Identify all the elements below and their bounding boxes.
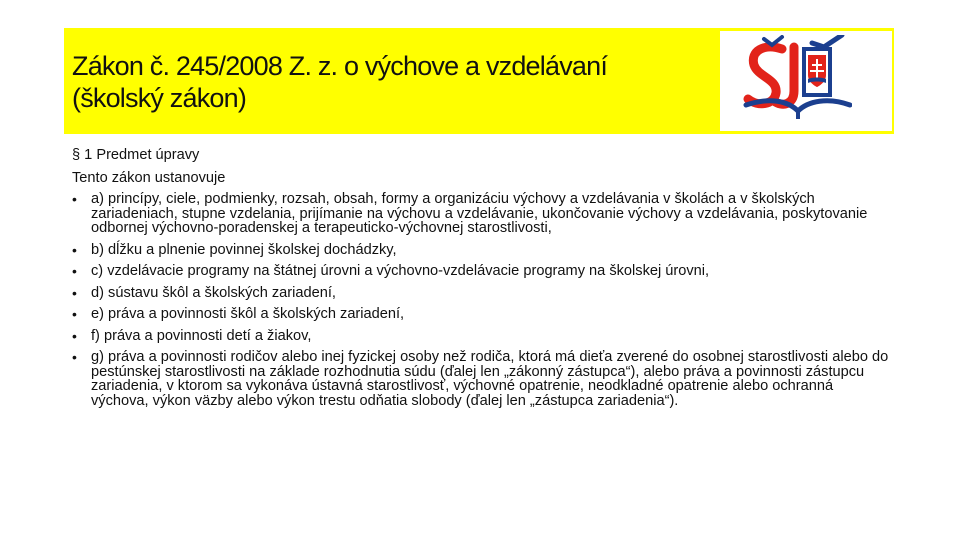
slide-title-line-1: Zákon č. 245/2008 Z. z. o výchove a vzdelávaní <box>72 51 608 81</box>
sji-logo-icon <box>742 35 852 127</box>
slide-title <box>72 50 712 114</box>
list-item: • g) práva a povinnosti rodičov alebo inej fyzickej osoby než rodiča, ktorá má dieťa zverené do osobnej starostlivosti alebo do pestúnskej starostlivosti na základe rozhodnutia súdu (ďalej len „zákonný zástupca“), alebo práva a povinnosti zástupcu zariadenia, v ktorom sa vykonáva ústavná starostlivosť, výchovné opatrenie, neodkladné opatrenie alebo ochranná výchova, výkon väzby alebo výkon trestu odňatia slobody (ďalej len „zástupca zariadenia“). <box>72 350 892 408</box>
list-item: • e) práva a povinnosti škôl a školských zariadení, <box>72 307 892 322</box>
list-item: • d) sústavu škôl a školských zariadení, <box>72 286 892 301</box>
list-item: • f) práva a povinnosti detí a žiakov, <box>72 329 892 344</box>
section-heading: § 1 Predmet úpravy <box>72 147 200 163</box>
list-item: • b) dĺžku a plnenie povinnej školskej dochádzky, <box>72 243 892 258</box>
list-item: • c) vzdelávacie programy na štátnej úrovni a výchovno-vzdelávacie programy na školskej úrovni, <box>72 264 892 279</box>
slide-body <box>72 146 892 415</box>
logo-box <box>720 31 892 131</box>
slide-title-line-2: (školský zákon) <box>72 83 247 113</box>
list-item: • a) princípy, ciele, podmienky, rozsah, obsah, formy a organizáciu výchovy a vzdelávania v školách a v školských zariadeniach, stupne vzdelania, prijímanie na výchovu a vzdelávanie, ukončovanie výchovy a vzdelávania, poskytovanie odbornej výchovno-poradenskej a terapeuticko-výchovnej starostlivosti, <box>72 192 892 236</box>
intro-text: Tento zákon ustanovuje <box>72 170 226 186</box>
provision-list <box>72 192 892 408</box>
